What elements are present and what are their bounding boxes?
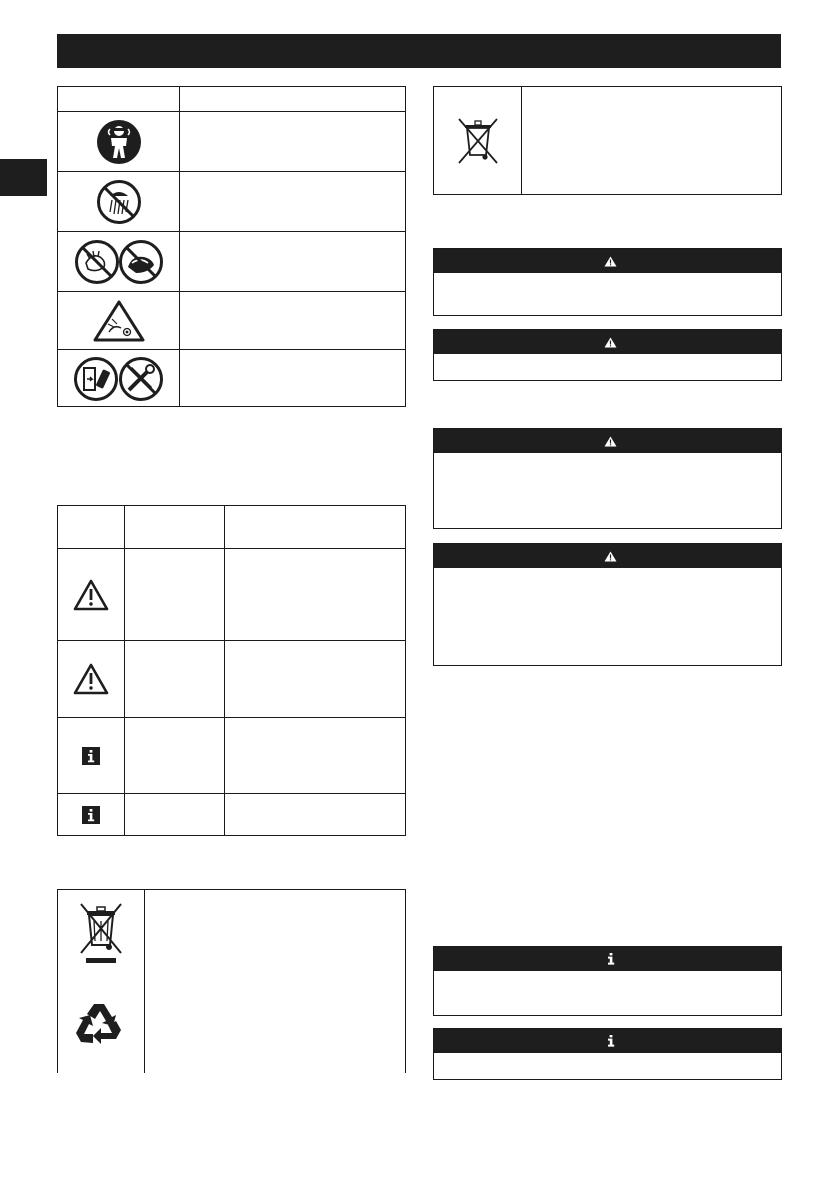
warning-triangle-icon [604,551,617,562]
header-bar [57,34,781,68]
info-notice [433,946,782,1016]
warning-triangle-icon [73,663,109,695]
warning-notice [433,543,782,666]
table-row [58,794,124,836]
symbol-table [57,86,406,407]
info-icon [82,806,100,824]
table-row [58,172,179,231]
info-icon [607,1035,615,1047]
wear-eye-ear-protection-icon [96,119,142,165]
info-icon [82,747,100,765]
table-row [58,718,124,793]
table-row [58,350,179,407]
signal-word-table [57,505,406,836]
language-tab [0,159,47,196]
crossed-out-bin-bar-icon [78,901,124,965]
warning-triangle-icon [73,579,109,611]
disposal-table [57,889,406,1073]
table-row [58,549,124,640]
remove-key-before-maintenance-icon [73,356,165,402]
crossed-out-bin-icon [456,116,500,166]
recycle-icon [74,1000,128,1050]
weee-box [433,86,782,195]
info-icon [607,953,615,965]
warning-triangle-icon [604,256,617,267]
thrown-objects-warning-icon [92,299,146,343]
keep-hands-feet-away-icon [74,239,164,285]
table-row [58,112,179,171]
warning-triangle-icon [604,436,617,447]
info-notice [433,1028,782,1080]
do-not-expose-to-rain-icon [96,179,142,225]
warning-notice [433,329,782,381]
warning-triangle-icon [604,337,617,348]
table-row [58,292,179,349]
warning-notice [433,248,782,316]
table-row [58,641,124,717]
warning-notice [433,428,782,529]
table-row [58,232,179,291]
